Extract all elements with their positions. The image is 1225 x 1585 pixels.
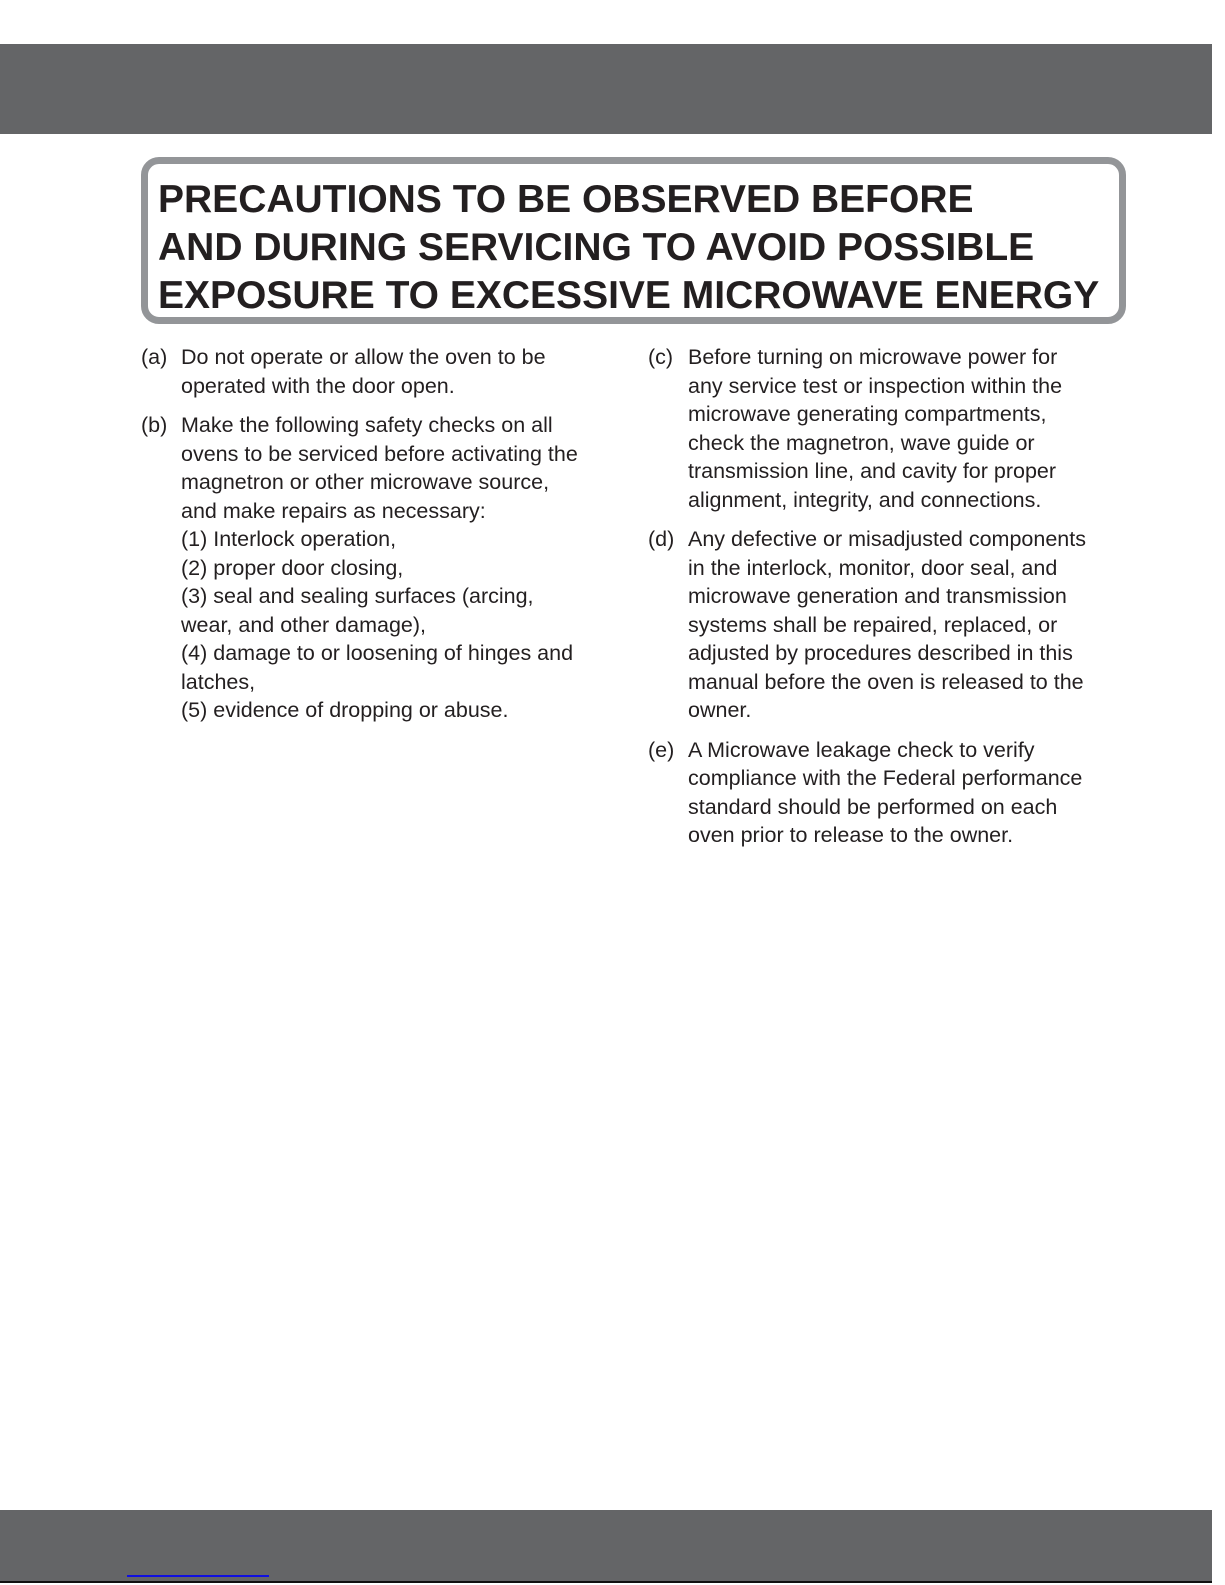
item-text-line: manual before the oven is released to the xyxy=(688,669,1084,694)
item-text-line: check the magnetron, wave guide or xyxy=(688,430,1035,455)
item-label: (e) xyxy=(648,737,675,762)
item-text-line: in the interlock, monitor, door seal, and xyxy=(688,555,1058,580)
item-text-line: any service test or inspection within the xyxy=(688,373,1063,398)
item-label: (c) xyxy=(648,345,674,369)
item-text-line: (5) evidence of dropping or abuse. xyxy=(181,698,509,722)
item-text-line: oven prior to release to the owner. xyxy=(688,823,1014,847)
item-label: (a) xyxy=(141,345,168,369)
item-text-line: wear, and other damage), xyxy=(181,612,427,637)
item-text-line: adjusted by procedures described in this xyxy=(688,641,1073,665)
footer-link[interactable] xyxy=(127,1575,269,1577)
right-column xyxy=(648,343,1138,861)
item-text-line: systems shall be repaired, replaced, or xyxy=(688,612,1058,637)
item-text-line: (3) seal and sealing surfaces (arcing, xyxy=(181,584,534,608)
item-text-line: alignment, integrity, and connections. xyxy=(688,487,1042,512)
page-title-line: EXPOSURE TO EXCESSIVE MICROWAVE ENERGY xyxy=(158,274,1100,317)
item-text-line: Any defective or misadjusted components xyxy=(688,527,1086,551)
precaution-item-e xyxy=(648,736,1138,850)
item-label: (b) xyxy=(141,413,168,437)
item-text-line: (1) Interlock operation, xyxy=(181,527,397,551)
left-column xyxy=(141,343,631,736)
item-text-line: Make the following safety checks on all xyxy=(181,413,553,437)
item-text-line: microwave generation and transmission xyxy=(688,584,1067,608)
item-text-line: (4) damage to or loosening of hinges and xyxy=(181,641,574,665)
precaution-item-d xyxy=(648,525,1138,725)
precaution-item-c xyxy=(648,343,1138,514)
item-text-line: magnetron or other microwave source, xyxy=(181,470,550,494)
item-text-line: A Microwave leakage check to verify xyxy=(688,737,1035,762)
item-text-line: standard should be performed on each xyxy=(688,794,1058,819)
item-text-line: (2) proper door closing, xyxy=(181,555,404,580)
item-text-line: compliance with the Federal performance xyxy=(688,766,1083,790)
item-text-line: and make repairs as necessary: xyxy=(181,498,486,523)
item-text-line: transmission line, and cavity for proper xyxy=(688,459,1057,483)
footer-bar xyxy=(0,1510,1212,1583)
page-title-line: AND DURING SERVICING TO AVOID POSSIBLE xyxy=(158,226,1035,269)
page-title-line: PRECAUTIONS TO BE OBSERVED BEFORE xyxy=(158,178,974,221)
item-text-line: latches, xyxy=(181,669,256,694)
item-label: (d) xyxy=(648,527,675,551)
item-text-line: ovens to be serviced before activating the xyxy=(181,441,578,466)
item-text-line: Before turning on microwave power for xyxy=(688,345,1058,369)
item-text-line: owner. xyxy=(688,698,752,722)
item-text-line: Do not operate or allow the oven to be xyxy=(181,345,546,369)
header-bar xyxy=(0,44,1212,134)
precaution-item-a xyxy=(141,343,631,400)
precaution-item-b xyxy=(141,411,631,725)
item-text-line: operated with the door open. xyxy=(181,373,455,398)
item-text-line: microwave generating compartments, xyxy=(688,402,1047,426)
page-title-box xyxy=(141,157,1126,324)
